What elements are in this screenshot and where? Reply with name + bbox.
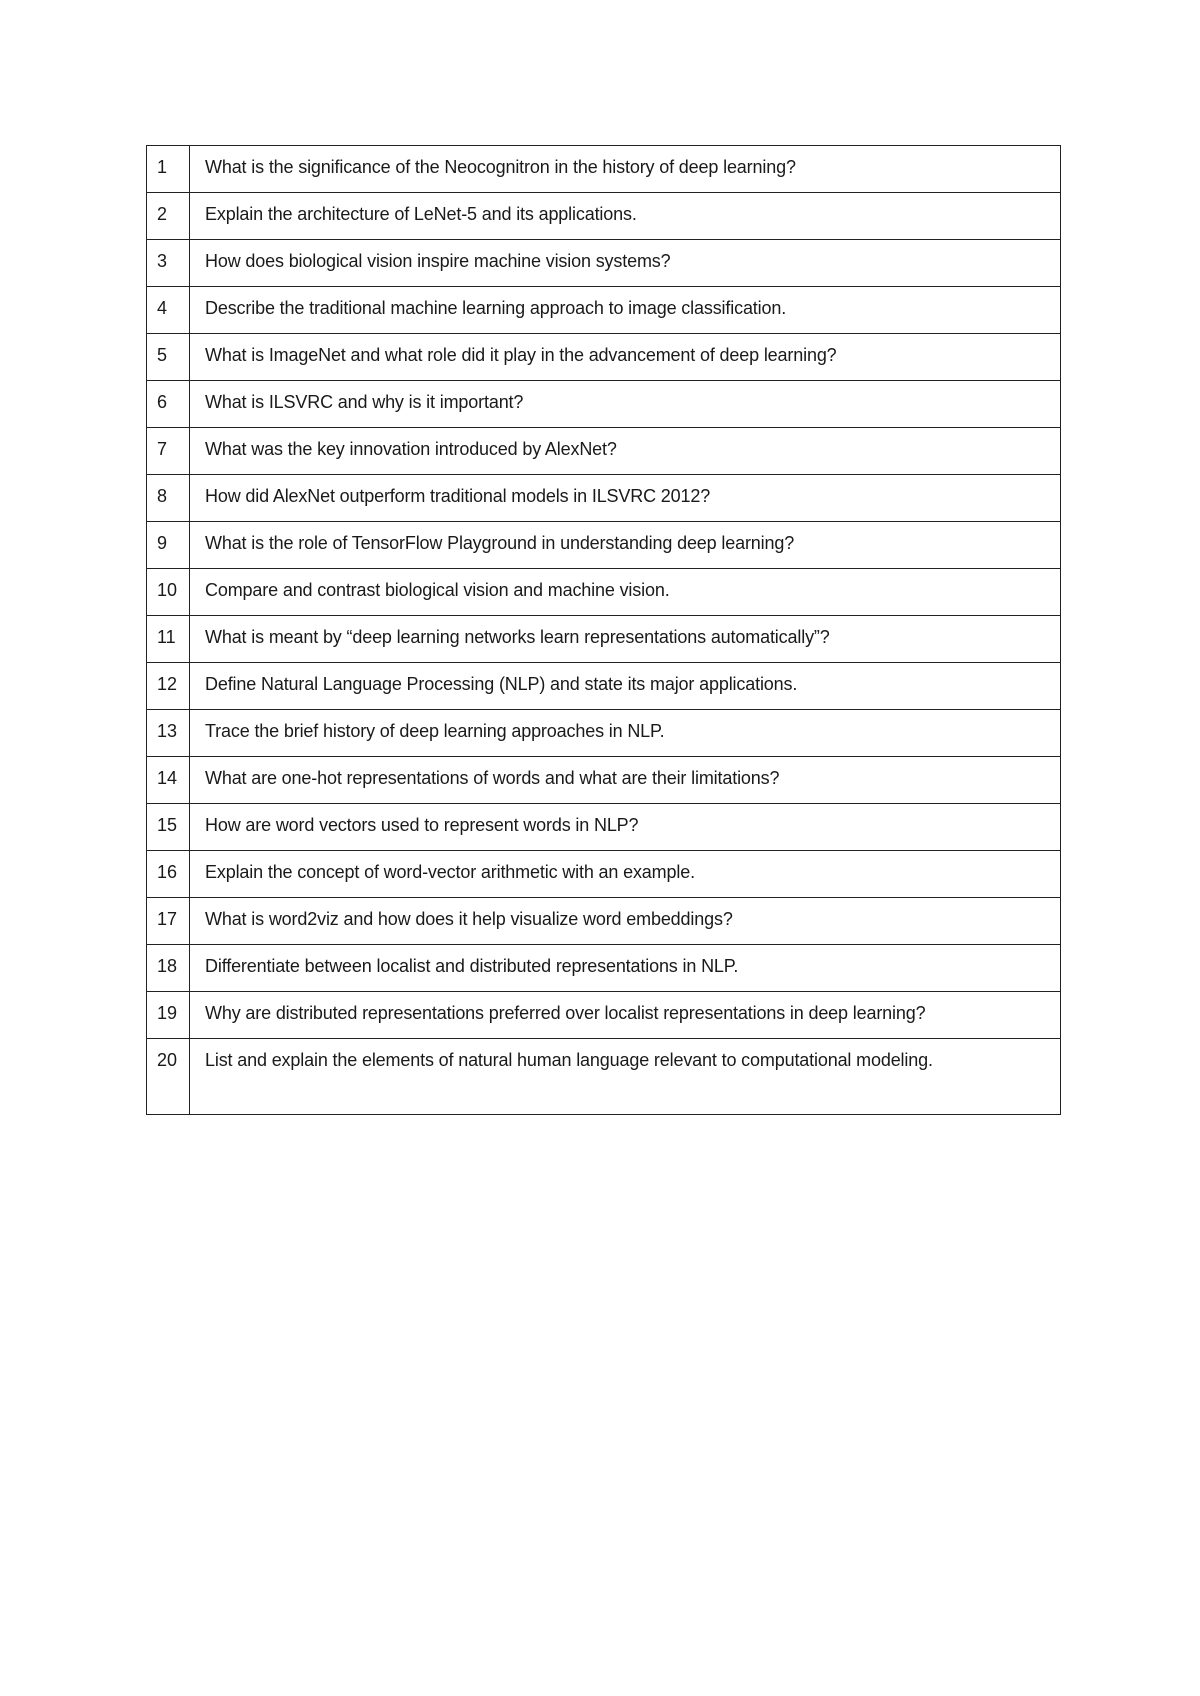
table-row bbox=[147, 616, 1061, 663]
question-number: 5 bbox=[147, 334, 190, 381]
question-text: What are one-hot representations of words and what are their limitations? bbox=[190, 757, 1061, 804]
question-number: 1 bbox=[147, 146, 190, 193]
table-row bbox=[147, 193, 1061, 240]
question-text: Why are distributed representations preferred over localist representations in deep learning? bbox=[190, 992, 1061, 1039]
table-row bbox=[147, 428, 1061, 475]
question-number: 20 bbox=[147, 1039, 190, 1115]
question-number: 18 bbox=[147, 945, 190, 992]
question-number: 15 bbox=[147, 804, 190, 851]
question-text: What is the significance of the Neocognitron in the history of deep learning? bbox=[190, 146, 1061, 193]
question-text: List and explain the elements of natural human language relevant to computational modeling. bbox=[190, 1039, 1061, 1115]
table-row bbox=[147, 146, 1061, 193]
question-text: Explain the concept of word-vector arithmetic with an example. bbox=[190, 851, 1061, 898]
question-number: 6 bbox=[147, 381, 190, 428]
question-number: 9 bbox=[147, 522, 190, 569]
question-text: Compare and contrast biological vision and machine vision. bbox=[190, 569, 1061, 616]
question-number: 3 bbox=[147, 240, 190, 287]
question-text: What is word2viz and how does it help visualize word embeddings? bbox=[190, 898, 1061, 945]
table-row bbox=[147, 287, 1061, 334]
table-row bbox=[147, 710, 1061, 757]
table-row bbox=[147, 898, 1061, 945]
table-row bbox=[147, 569, 1061, 616]
question-text: Define Natural Language Processing (NLP) and state its major applications. bbox=[190, 663, 1061, 710]
question-number: 12 bbox=[147, 663, 190, 710]
questions-table bbox=[146, 145, 1061, 1115]
question-text: What is ImageNet and what role did it play in the advancement of deep learning? bbox=[190, 334, 1061, 381]
table-row bbox=[147, 945, 1061, 992]
question-number: 11 bbox=[147, 616, 190, 663]
question-number: 19 bbox=[147, 992, 190, 1039]
question-text: What is ILSVRC and why is it important? bbox=[190, 381, 1061, 428]
question-text: What is the role of TensorFlow Playground in understanding deep learning? bbox=[190, 522, 1061, 569]
question-text: What is meant by “deep learning networks learn representations automatically”? bbox=[190, 616, 1061, 663]
question-number: 13 bbox=[147, 710, 190, 757]
question-number: 10 bbox=[147, 569, 190, 616]
table-row bbox=[147, 334, 1061, 381]
table-row bbox=[147, 992, 1061, 1039]
table-row bbox=[147, 381, 1061, 428]
question-number: 14 bbox=[147, 757, 190, 804]
table-row bbox=[147, 851, 1061, 898]
table-row bbox=[147, 757, 1061, 804]
question-number: 7 bbox=[147, 428, 190, 475]
question-text: How are word vectors used to represent words in NLP? bbox=[190, 804, 1061, 851]
question-text: How does biological vision inspire machine vision systems? bbox=[190, 240, 1061, 287]
question-number: 16 bbox=[147, 851, 190, 898]
table-row bbox=[147, 663, 1061, 710]
question-number: 17 bbox=[147, 898, 190, 945]
question-text: Describe the traditional machine learning approach to image classification. bbox=[190, 287, 1061, 334]
question-number: 4 bbox=[147, 287, 190, 334]
table-row bbox=[147, 804, 1061, 851]
table-row bbox=[147, 522, 1061, 569]
table-row bbox=[147, 240, 1061, 287]
question-number: 2 bbox=[147, 193, 190, 240]
table-row bbox=[147, 475, 1061, 522]
question-text: How did AlexNet outperform traditional models in ILSVRC 2012? bbox=[190, 475, 1061, 522]
question-text: Explain the architecture of LeNet-5 and its applications. bbox=[190, 193, 1061, 240]
question-number: 8 bbox=[147, 475, 190, 522]
question-text: What was the key innovation introduced by AlexNet? bbox=[190, 428, 1061, 475]
table-row bbox=[147, 1039, 1061, 1115]
question-text: Differentiate between localist and distributed representations in NLP. bbox=[190, 945, 1061, 992]
question-text: Trace the brief history of deep learning approaches in NLP. bbox=[190, 710, 1061, 757]
